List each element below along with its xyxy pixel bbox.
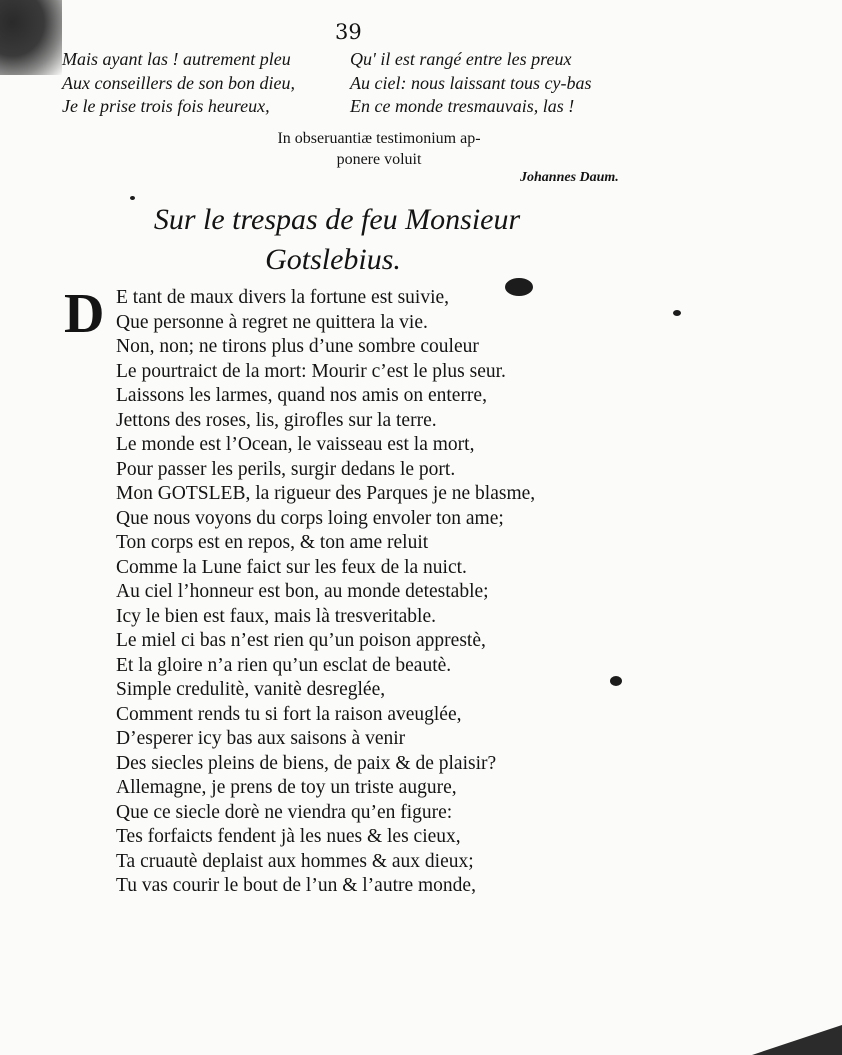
dedication-line: In obseruantiæ testimonium ap- (277, 130, 481, 147)
verse-line: Mais ayant las ! autrement pleu (62, 49, 291, 69)
poem-title-subject: Gotslebius. (265, 243, 401, 276)
poem-line: Allemagne, je prens de toy un triste augure, (116, 777, 457, 798)
poem-body (116, 286, 535, 899)
drop-cap: D (64, 283, 105, 345)
poem-line: Tu vas courir le bout de l’un & l’autre monde, (116, 875, 476, 896)
poem-line: Icy le bien est faux, mais là tresveritable. (116, 605, 436, 627)
poem-line: Non, non; ne tirons plus d’une sombre couleur (116, 336, 479, 357)
poem-line: Mon GOTSLEB, la riguеur des Parques je ne blasme, (116, 483, 536, 504)
poem-line: Comme la Lune faict sur les feux de la nuict. (116, 556, 467, 578)
ink-blot (0, 0, 62, 75)
poem-line: Comment rends tu si fort la raison aveuglée, (116, 703, 462, 725)
poem-line: Ton corps est en repos, & ton ame reluit (116, 532, 429, 553)
poem-line: Des siecles pleins de biens, de paix & de plaisir? (116, 752, 497, 774)
verse-line: En ce monde tresmauvais, las ! (350, 96, 575, 116)
ink-spot (130, 196, 135, 200)
sonnet-left-column (62, 48, 295, 119)
ink-spot (673, 310, 681, 316)
poem-line: Le pourtraict de la mort: Mourir c’est le plus seur. (116, 360, 506, 382)
poem-line: Pour passer les perils, surgir dedans le port. (116, 458, 456, 480)
ink-spot (610, 676, 622, 686)
poem-line: Ta cruautè deplaist aux hommes & aux dieux; (116, 850, 474, 872)
poem-line: Au ciel l’honneur est bon, au monde detestable; (116, 581, 489, 602)
poem-line: Que nous voyons du corps loing envoler ton ame; (116, 507, 504, 529)
poem-line: Laissons les larmes, quand nos amis on enterre, (116, 385, 487, 406)
poem-line: E tant de maux divers la fortune est suivie, (116, 287, 450, 308)
poem-line: Et la gloire n’a rien qu’un esclat de beautè. (116, 654, 452, 676)
poem-line: Que ce siecle dorè ne viendra qu’en figure: (116, 801, 453, 823)
page-corner-shadow (752, 1025, 842, 1055)
sonnet-right-column (350, 48, 591, 119)
verse-line: Au ciel: nous laissant tous cy-bas (350, 72, 592, 93)
poem-line: Que personne à regret ne quittera la vie. (116, 311, 428, 333)
verse-line: Aux conseillers de son bon dieu, (62, 72, 295, 93)
author-signature: Johannes Daum. (520, 170, 619, 185)
poem-line: Simple credulitè, vanitè desreglée, (116, 679, 386, 700)
page-number: 39 (335, 20, 362, 44)
poem-line: Le miel ci bas n’est rien qu’un poison apprestè, (116, 630, 486, 651)
dedication-line: ponere voluit (336, 151, 422, 168)
poem-line: D’esperer icy bas aux saisons à venir (116, 728, 406, 749)
verse-line: Je le prise trois fois heureux, (62, 96, 270, 116)
poem-line: Jettons des roses, lis, girofles sur la terre. (116, 409, 437, 431)
verse-line: Qu' il est rangé entre les preux (350, 49, 572, 69)
poem-title: Sur le trespas de feu Monsieur (153, 203, 521, 236)
poem-line: Le monde est l’Ocean, le vaisseau est la mort, (116, 434, 475, 455)
poem-line: Tes forfaicts fendent jà les nues & les cieux, (116, 826, 461, 847)
